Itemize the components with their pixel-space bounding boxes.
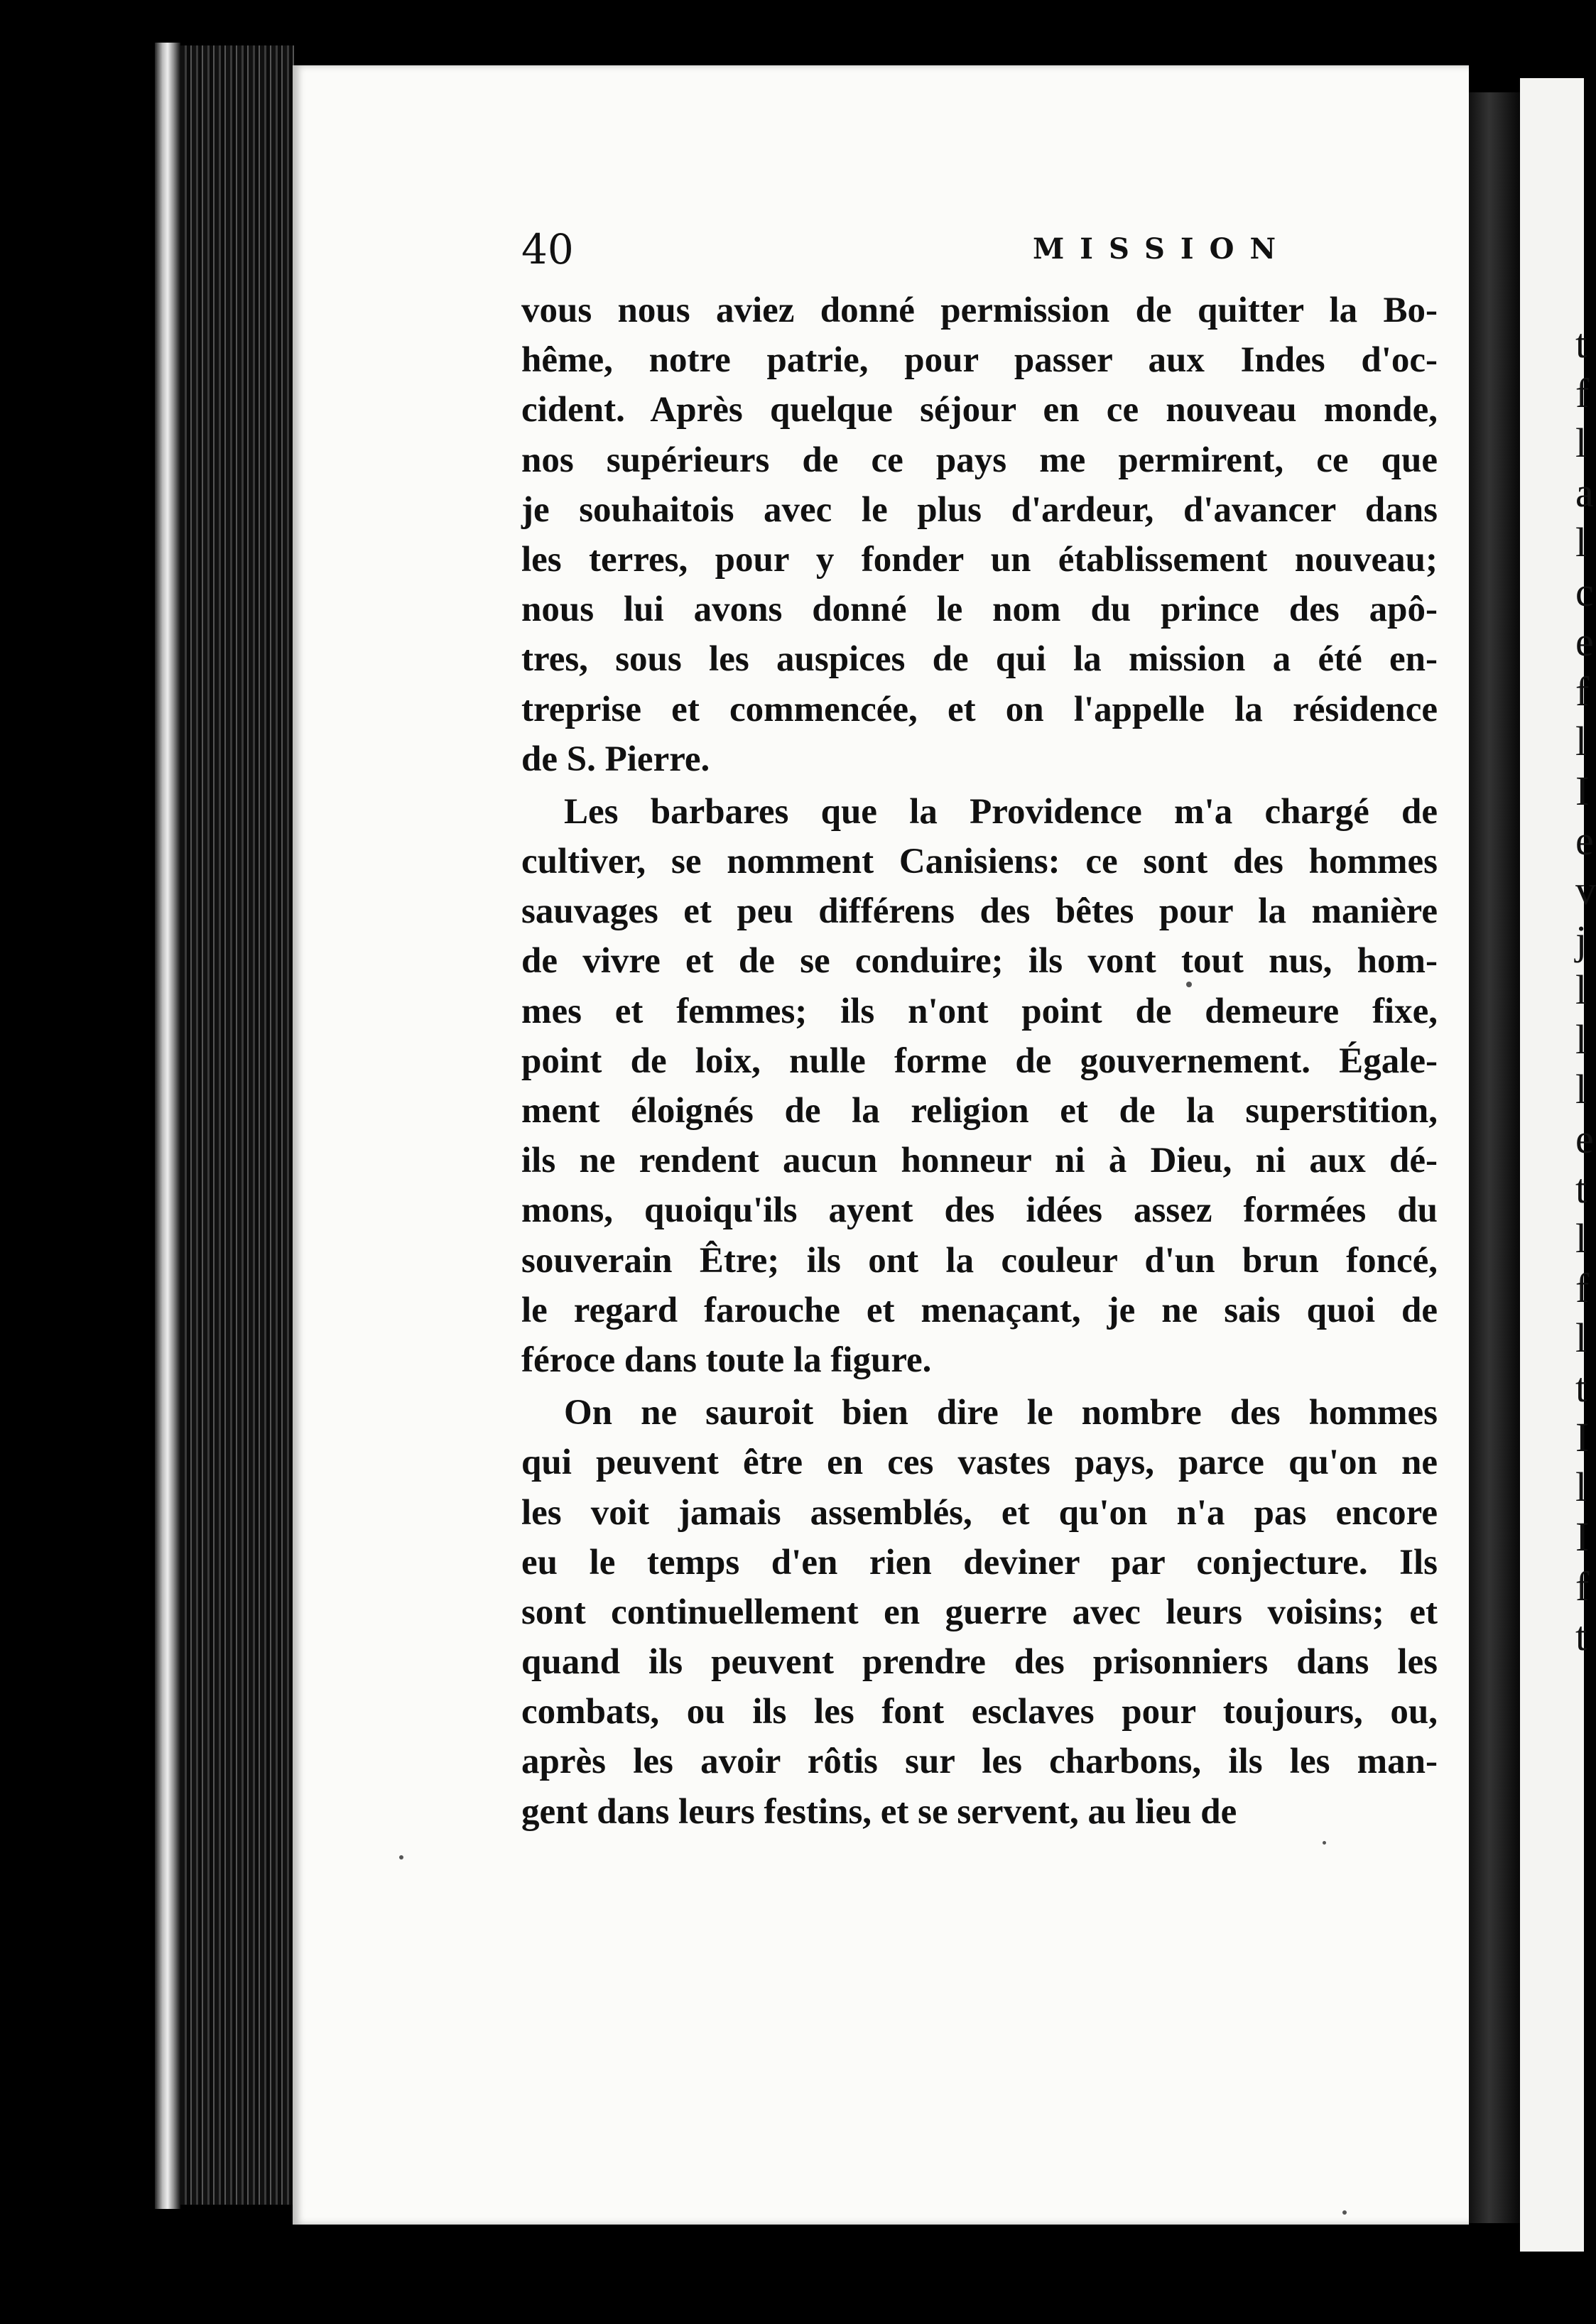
text-line: sauvages et peu différens des bêtes pour la manière [521,891,1438,932]
facing-page-letter: I [1575,768,1590,814]
text-line: ment éloignés de la religion et de la superstition, [521,1091,1438,1131]
text-line: après les avoir rôtis sur les charbons, ils les man- [521,1742,1438,1782]
facing-page-letter: e [1575,619,1594,665]
text-line: souverain Être; ils ont la couleur d'un brun foncé, [521,1240,1438,1281]
facing-page-letter: f [1575,370,1590,416]
text-line: tres, sous les auspices de qui la mission a été en- [521,639,1438,680]
speck [399,1855,403,1859]
body-text [521,286,1438,1837]
text-line: eu le temps d'en rien deviner par conjecture. Ils [521,1542,1438,1582]
facing-page-letter: a [1575,469,1594,516]
facing-page-letter: l [1575,1315,1587,1361]
text-line: les voit jamais assemblés, et qu'on n'a pas encore [521,1492,1438,1533]
book-spine-edge [155,43,180,2209]
facing-page-letter: l [1575,1066,1587,1112]
facing-page-fragment [1520,78,1596,2252]
facing-page-letter: l [1575,718,1587,764]
text-line: qui peuvent être en ces vastes pays, parce qu'on ne [521,1443,1438,1483]
facing-page-letter: f [1575,668,1590,715]
facing-page-letter: l [1575,1464,1587,1510]
text-line: nous lui avons donné le nom du prince des apô- [521,590,1438,630]
text-line: les terres, pour y fonder un établissement nouveau; [521,539,1438,580]
gutter-shadow [1469,92,1520,2223]
facing-page-letter: t [1575,1364,1587,1411]
text-line: ils ne rendent aucun honneur ni à Dieu, ni aux dé- [521,1141,1438,1181]
facing-page-letter: t [1575,1613,1587,1659]
text-line: Les barbares que la Providence m'a chargé de [564,791,1438,832]
facing-page-letter: e [1575,818,1594,864]
text-line: combats, ou ils les font esclaves pour toujours, ou, [521,1692,1438,1732]
text-line: le regard farouche et menaçant, je ne sais quoi de [521,1290,1438,1330]
text-line: de vivre et de se conduire; ils vont tout nus, hom- [521,941,1438,982]
facing-page-letter: l [1575,1215,1587,1261]
text-line: mes et femmes; ils n'ont point de demeure fixe, [521,991,1438,1031]
speck [1342,2210,1347,2215]
facing-page-letter: I [1575,1414,1590,1460]
page-stack-edge [180,45,294,2205]
facing-page-letter: f [1575,1563,1590,1609]
text-line: cident. Après quelque séjour en ce nouveau monde, [521,390,1438,430]
speck [1186,982,1192,987]
text-line: gent dans leurs festins, et se servent, au lieu de [521,1791,1237,1832]
facing-page-letter: j [1575,917,1587,963]
text-line: On ne sauroit bien dire le nombre des hommes [564,1393,1438,1433]
page-number: 40 [521,225,574,273]
page-header [521,225,1438,282]
text-line: mons, quoiqu'ils ayent des idées assez formées du [521,1190,1438,1231]
facing-page-letter: l [1575,519,1587,565]
facing-page-letter: l [1575,967,1587,1013]
text-line: vous nous aviez donné permission de quitter la Bo- [521,290,1438,330]
speck [1323,1841,1326,1845]
facing-page-letter: t [1575,1166,1587,1212]
text-line: féroce dans toute la figure. [521,1340,932,1380]
text-line: cultiver, se nomment Canisiens: ce sont des hommes [521,842,1438,882]
text-line: nos supérieurs de ce pays me permirent, ce que [521,440,1438,480]
text-line: de S. Pierre. [521,739,710,779]
facing-page-letter: I [1575,1514,1590,1560]
facing-page-letter: l [1575,1016,1587,1063]
facing-page-letter: t [1575,320,1587,366]
facing-page-letter: e [1575,1116,1594,1162]
facing-page-letter: c [1575,569,1594,615]
facing-page-letter: v [1575,867,1596,913]
text-line: hême, notre patrie, pour passer aux Indes d'oc- [521,340,1438,381]
text-line: quand ils peuvent prendre des prisonniers dans les [521,1642,1438,1683]
text-line: point de loix, nulle forme de gouvernement. Égale- [521,1041,1438,1081]
text-line: je souhaitois avec le plus d'ardeur, d'avancer dans [521,489,1438,530]
book-page [293,65,1469,2225]
text-line: sont continuellement en guerre avec leurs voisins; et [521,1592,1438,1632]
facing-page-letter: l [1575,420,1587,466]
running-head: MISSION [1033,232,1291,266]
facing-page-letter: f [1575,1265,1590,1311]
text-line: treprise et commencée, et on l'appelle la résidence [521,689,1438,729]
